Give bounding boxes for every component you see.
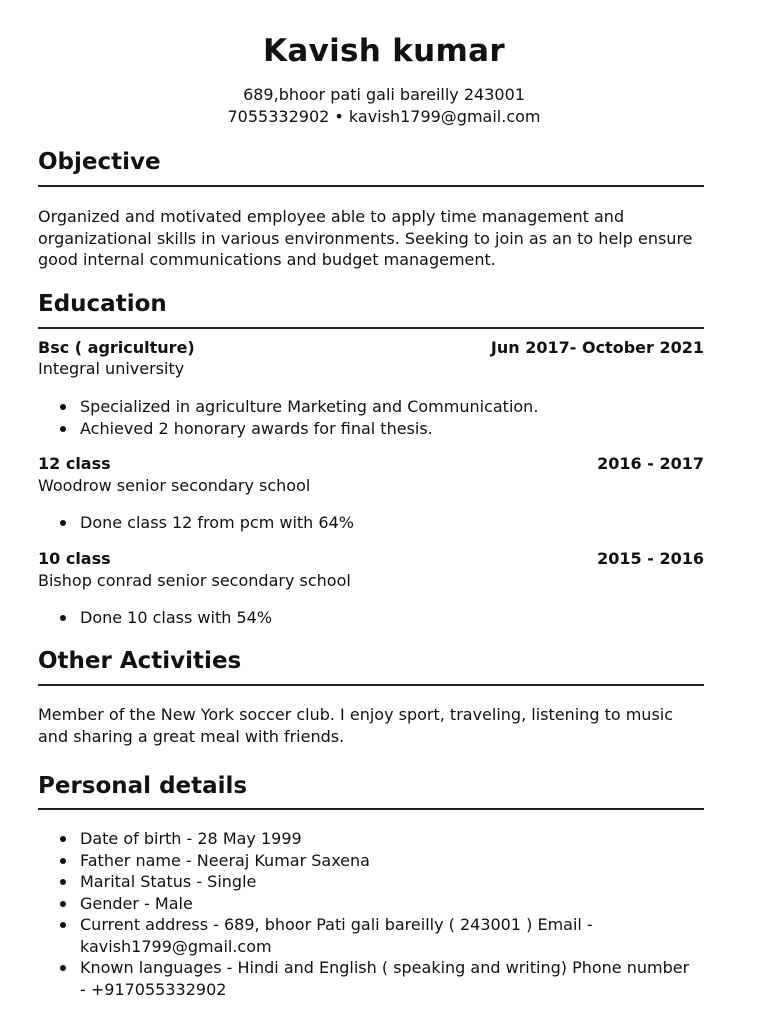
personal-heading: Personal details bbox=[38, 773, 248, 799]
education-entry-header bbox=[38, 453, 704, 475]
list-item bbox=[38, 893, 698, 915]
bullet-icon bbox=[60, 404, 66, 410]
objective-divider bbox=[38, 185, 704, 187]
list-item bbox=[38, 850, 698, 872]
bullet-icon bbox=[60, 520, 66, 526]
list-item bbox=[38, 512, 698, 534]
list-item-text: Father name - Neeraj Kumar Saxena bbox=[80, 850, 370, 870]
list-item bbox=[38, 914, 698, 957]
bullet-icon bbox=[60, 426, 66, 432]
objective-text: Organized and motivated employee able to apply time management and organizational skills in various environments. Seeking to join as an to help ensure good internal communications and budget management. bbox=[38, 207, 693, 269]
bullet-icon bbox=[60, 615, 66, 621]
list-item-text: Specialized in agriculture Marketing and Communication. bbox=[80, 397, 539, 416]
list-item bbox=[38, 396, 698, 418]
education-bullets bbox=[38, 396, 698, 439]
education-bullets bbox=[38, 607, 698, 629]
education-degree: 12 class bbox=[38, 454, 111, 473]
bullet-icon bbox=[60, 879, 66, 885]
education-entry-header bbox=[38, 548, 704, 570]
list-item-text: Achieved 2 honorary awards for final thesis. bbox=[80, 418, 433, 438]
activities-divider bbox=[38, 684, 704, 686]
bullet-icon bbox=[60, 836, 66, 842]
activities-heading: Other Activities bbox=[38, 648, 242, 674]
list-item-text: Done class 12 from pcm with 64% bbox=[80, 513, 354, 532]
education-degree: Bsc ( agriculture) bbox=[38, 338, 195, 357]
candidate-name: Kavish kumar bbox=[263, 33, 505, 69]
activities-text: Member of the New York soccer club. I enjoy sport, traveling, listening to music and sharing a great meal with friends. bbox=[38, 705, 674, 746]
education-institution: Bishop conrad senior secondary school bbox=[38, 571, 351, 590]
education-institution: Integral university bbox=[38, 359, 185, 378]
bullet-icon bbox=[60, 858, 66, 864]
list-item-text: Current address - 689, bhoor Pati gali bareilly ( 243001 ) Email - kavish1799@gmail.com bbox=[80, 915, 593, 956]
list-item bbox=[38, 607, 698, 629]
list-item bbox=[38, 828, 698, 850]
contact-phone-email: 7055332902 • kavish1799@gmail.com bbox=[227, 107, 541, 126]
education-institution: Woodrow senior secondary school bbox=[38, 476, 311, 495]
personal-divider bbox=[38, 808, 704, 810]
list-item-text: Gender - Male bbox=[80, 893, 193, 913]
education-divider bbox=[38, 327, 704, 329]
education-dates: Jun 2017- October 2021 bbox=[490, 338, 704, 357]
bullet-icon bbox=[60, 901, 66, 907]
education-bullets bbox=[38, 512, 698, 534]
education-entry-header bbox=[38, 337, 704, 359]
contact-address: 689,bhoor pati gali bareilly 243001 bbox=[243, 85, 525, 104]
objective-heading: Objective bbox=[38, 149, 161, 175]
education-heading: Education bbox=[38, 291, 167, 317]
personal-details-list bbox=[38, 828, 698, 1000]
list-item-text: Done 10 class with 54% bbox=[80, 608, 273, 627]
education-dates: 2016 - 2017 bbox=[597, 454, 704, 473]
list-item bbox=[38, 871, 698, 893]
list-item-text: Known languages - Hindi and English ( speaking and writing) Phone number - +917055332902 bbox=[80, 958, 690, 999]
bullet-icon bbox=[60, 965, 66, 971]
education-degree: 10 class bbox=[38, 549, 111, 568]
education-dates: 2015 - 2016 bbox=[597, 549, 704, 568]
list-item-text: Date of birth - 28 May 1999 bbox=[80, 829, 302, 848]
list-item-text: Marital Status - Single bbox=[80, 872, 257, 891]
list-item bbox=[38, 418, 698, 440]
bullet-icon bbox=[60, 922, 66, 928]
list-item bbox=[38, 957, 698, 1000]
